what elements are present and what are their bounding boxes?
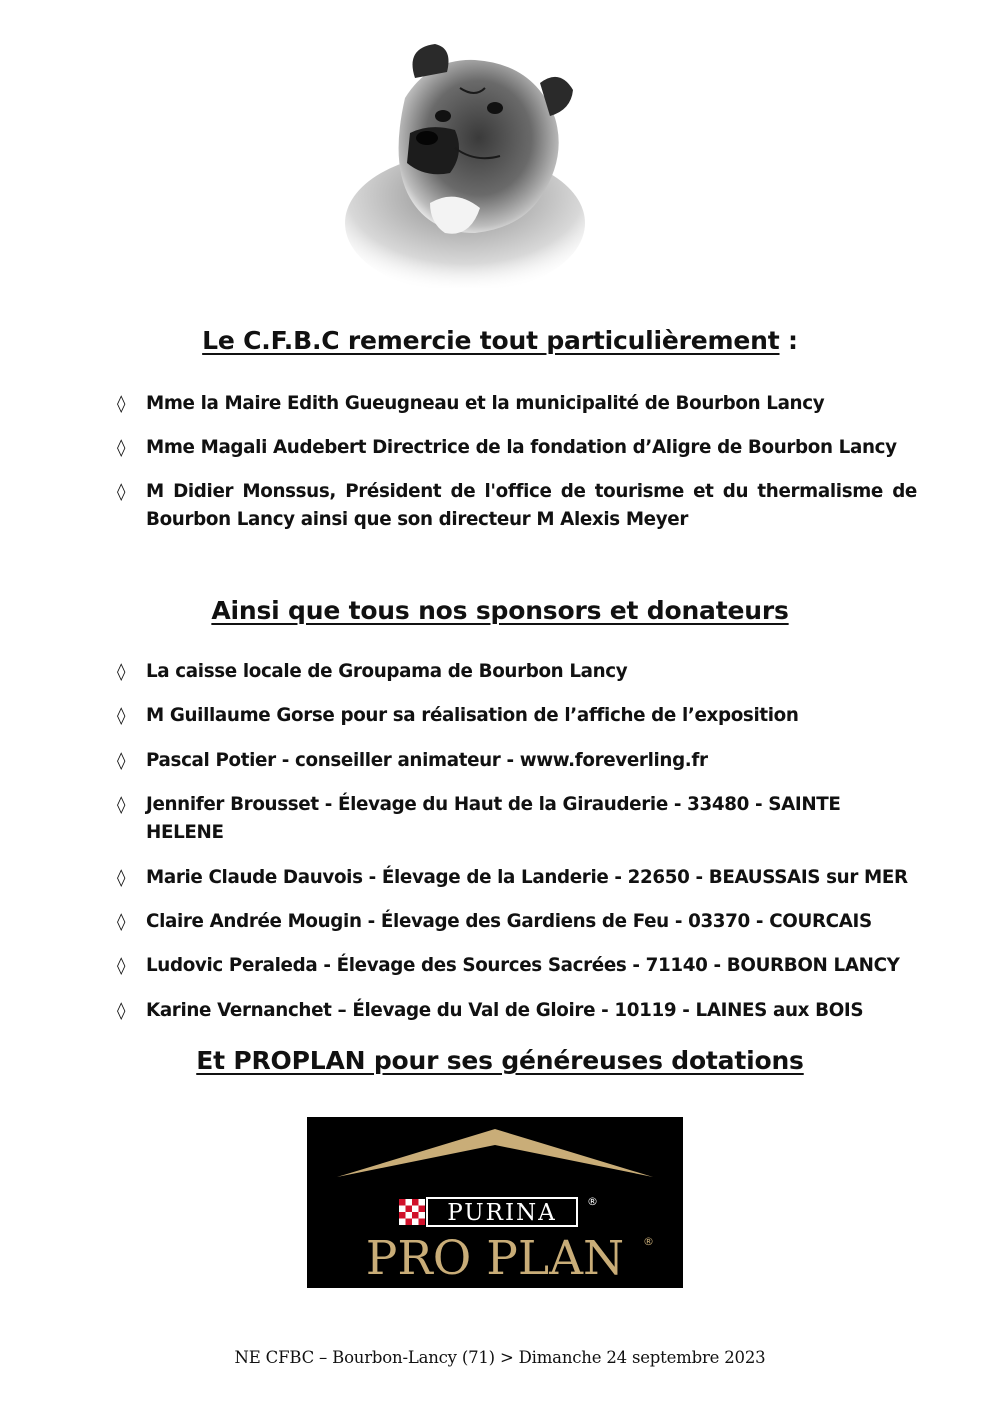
heading-sponsors: Ainsi que tous nos sponsors et donateurs [211,596,789,625]
diamond-bullet-icon: ◊ [117,795,126,816]
list-item: ◊ Ludovic Peraleda - Élevage des Sources Sacrées - 71140 - BOURBON LANCY [117,952,917,980]
diamond-bullet-icon: ◊ [117,956,126,977]
purina-proplan-logo [307,1117,683,1288]
list-item: ◊ Jennifer Brousset - Élevage du Haut de la Girauderie - 33480 - SAINTE HELENE [117,791,917,847]
footer-text: NE CFBC – Bourbon-Lancy (71) > Dimanche 24 septembre 2023 [234,1348,766,1367]
diamond-bullet-icon: ◊ [117,482,126,502]
list-item: ◊ M Guillaume Gorse pour sa réalisation de l’affiche de l’exposition [117,702,917,730]
svg-text:®: ® [643,1235,654,1248]
sponsors-list [117,658,917,1025]
purina-wordmark: PURINA [447,1200,557,1226]
heading-thanks-colon: : [779,326,798,355]
diamond-bullet-icon: ◊ [117,1000,126,1021]
list-item: ◊ M Didier Monssus, Président de l'office de tourisme et du thermalisme de Bourbon Lancy ainsi que son directeur M Alexis Meyer [117,478,917,534]
diamond-bullet-icon: ◊ [117,394,126,414]
list-item: ◊ Marie Claude Dauvois - Élevage de la Landerie - 22650 - BEAUSSAIS sur MER [117,864,917,892]
proplan-wordmark: PRO PLAN [365,1231,625,1286]
list-item: ◊ Mme la Maire Edith Gueugneau et la municipalité de Bourbon Lancy [117,390,917,418]
svg-text:®: ® [587,1195,598,1208]
list-item: ◊ Claire Andrée Mougin - Élevage des Gardiens de Feu - 03370 - COURCAIS [117,908,917,936]
diamond-bullet-icon: ◊ [117,662,126,682]
bulldog-illustration [335,38,605,288]
heading-thanks [0,326,1000,355]
checkerboard-icon [399,1199,425,1225]
list-item: ◊ Karine Vernanchet – Élevage du Val de Gloire - 10119 - LAINES aux BOIS [117,997,917,1025]
list-item: ◊ La caisse locale de Groupama de Bourbon Lancy [117,658,917,686]
list-item: ◊ Pascal Potier - conseiller animateur - www.foreverling.fr [117,747,917,775]
heading-proplan: Et PROPLAN pour ses généreuses dotations [196,1046,804,1075]
diamond-bullet-icon: ◊ [117,706,126,727]
proplan-logo-graphic [307,1117,683,1288]
diamond-bullet-icon: ◊ [117,911,126,932]
list-item: ◊ Mme Magali Audebert Directrice de la fondation d’Aligre de Bourbon Lancy [117,434,917,462]
diamond-bullet-icon: ◊ [117,750,126,771]
heading-thanks-text: Le C.F.B.C remercie tout particulièrement [202,326,780,355]
diamond-bullet-icon: ◊ [117,438,126,458]
diamond-bullet-icon: ◊ [117,867,126,888]
thanks-list [117,390,917,534]
